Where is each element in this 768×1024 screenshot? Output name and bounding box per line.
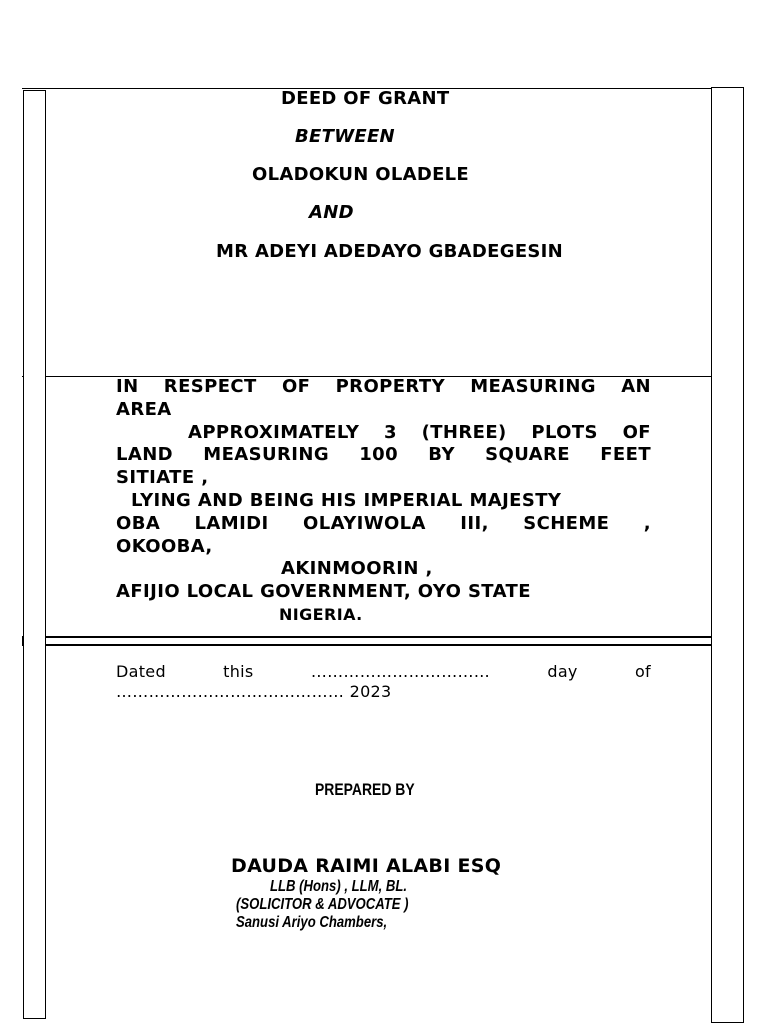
respect-line-10: AFIJIO LOCAL GOVERNMENT, OYO STATE [116, 581, 531, 603]
and-label: AND [309, 202, 354, 223]
solicitor-role: (SOLICITOR & ADVOCATE ) [236, 896, 409, 913]
respect-line-3: APPROXIMATELY 3 (THREE) PLOTS OF [188, 421, 651, 443]
property-description [116, 376, 651, 627]
respect-line-6: LYING AND BEING HIS IMPERIAL MAJESTY [131, 489, 562, 511]
respect-line-11: NIGERIA. [279, 604, 363, 624]
solicitor-name: DAUDA RAIMI ALABI ESQ [231, 855, 502, 877]
respect-line-4: LAND MEASURING 100 BY SQUARE FEET [116, 444, 651, 466]
respect-line-1: IN RESPECT OF PROPERTY MEASURING AN [116, 376, 651, 397]
respect-line-7: OBA LAMIDI OLAYIWOLA III, SCHEME , [116, 512, 651, 534]
prepared-by-label: PREPARED BY [315, 780, 415, 799]
double-rule-top [22, 636, 744, 638]
double-rule-bottom [22, 644, 744, 646]
respect-line-5: SITIATE , [116, 467, 209, 489]
dated-row-1 [116, 662, 651, 682]
this-word: this [223, 662, 254, 681]
dated-row-2: …………………………………… 2023 [116, 682, 392, 701]
party-one: OLADOKUN OLADELE [252, 164, 470, 185]
day-word: day [547, 662, 578, 681]
solicitor-qualifications: LLB (Hons) , LLM, BL. [270, 878, 408, 895]
respect-line-2: AREA [116, 398, 172, 420]
deed-title: DEED OF GRANT [281, 88, 450, 109]
chambers-name: Sanusi Ariyo Chambers, [236, 914, 388, 931]
dated-word: Dated [116, 662, 166, 681]
left-border-bar [23, 90, 46, 1019]
dated-line [116, 662, 651, 702]
date-blank: …………………………… [310, 662, 491, 681]
of-word: of [634, 662, 651, 681]
respect-line-8: OKOOBA, [116, 535, 213, 557]
right-border-bar [711, 87, 744, 1023]
party-two: MR ADEYI ADEDAYO GBADEGESIN [216, 241, 564, 262]
respect-line-9: AKINMOORIN , [281, 558, 433, 580]
between-label: BETWEEN [295, 126, 395, 147]
